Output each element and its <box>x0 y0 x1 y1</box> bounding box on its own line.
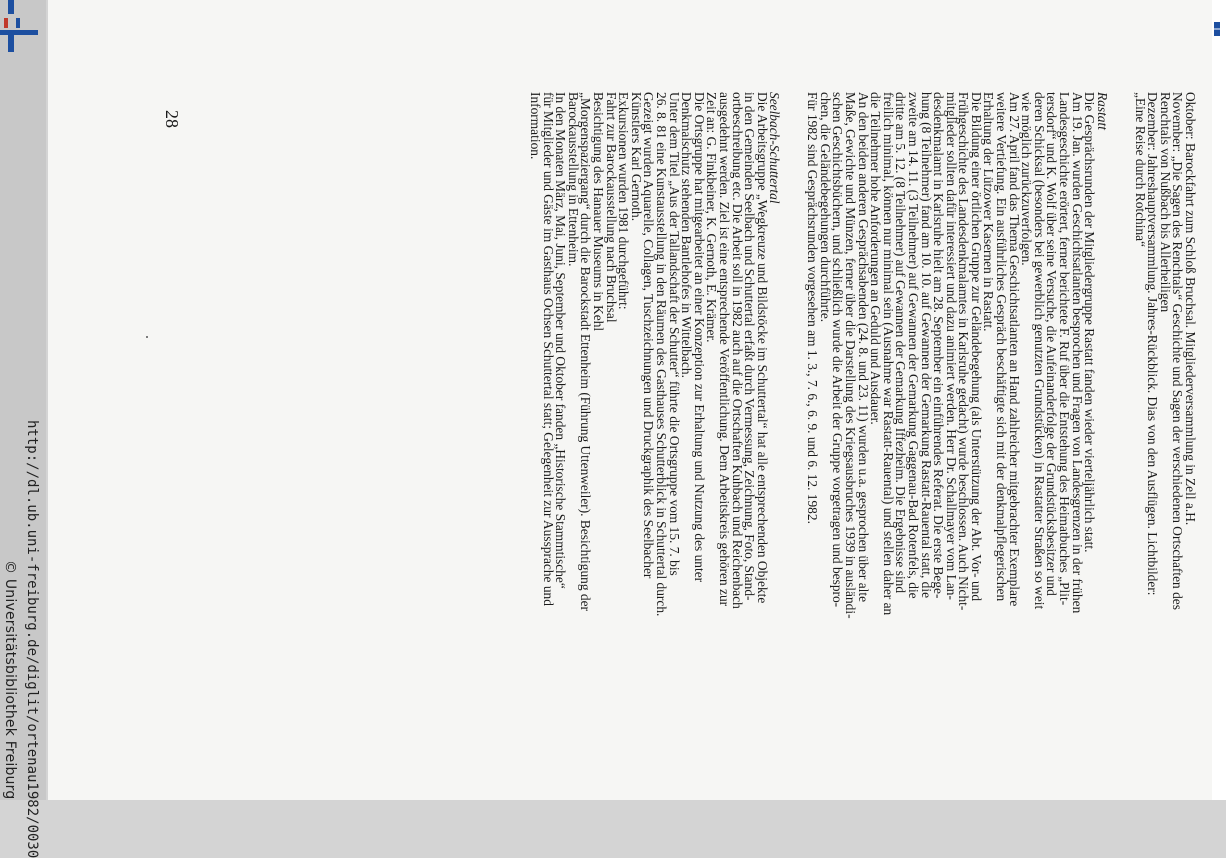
source-url[interactable]: http://dl.ub.uni-freiburg.de/diglit/ortenau1982/0030 <box>24 420 40 858</box>
text-line: Information. <box>528 92 544 160</box>
text-line: Künstlers Karl Gernoth. <box>628 92 644 222</box>
text-line: „Morgenspaziergang“ durch die Barockstadt Ettenheim (Führung Uttenweiler). Besichtigung der <box>578 92 594 611</box>
text-line: Die Gesprächsrunden der Mitgliedergruppe Rastatt fanden wieder vierteljährlich statt. <box>1082 92 1098 553</box>
text-line: wie möglich zurückzuverfolgen. <box>1019 92 1035 266</box>
text-line: November: „Die Sagen des Renchtals“ Geschichte und Sagen der verschiedenen Ortschaften des <box>1170 92 1186 610</box>
text-line: ortbeschreibung etc. Die Arbeit soll in 1982 auch auf die Ortschaften Kuhbach und Reichenbach <box>729 92 745 609</box>
text-line: Renchtals von Nußbach bis Allerheiligen <box>1157 92 1173 313</box>
text-line: Denkmalschutz stehenden Bantlehofes in Wittelbach. <box>679 92 695 378</box>
text-line: dritte am 5. 12. (8 Teilnehmer) auf Gewannen der Gemarkung Iffezheim. Die Ergebnisse sind <box>893 92 909 594</box>
text-line: desdenkmalamt in Karlsruhe hielt am 28. September ein einführendes Referat. Die erste Bege- <box>931 92 947 599</box>
viewer-right-edge <box>1212 0 1226 800</box>
text-line: freilich minimal, können nur minimal sein (Ausnahme war Rastatt-Rauental) und stellen daher an <box>880 92 896 616</box>
rastatt-section <box>806 92 1096 792</box>
text-line: Unter dem Titel „Aus der Tallandschaft der Schutter“ führte die Ortsgruppe vom 15. 7. bis <box>666 92 682 576</box>
text-line: chen, die Geländebegehungen durchführte. <box>817 92 833 323</box>
text-line: weitere Vertiefung. Ein ausführliches Gespräch beschäftigte sich mit der denkmalpflegerischen <box>994 92 1010 602</box>
text-line: Erhaltung der Lützower Kasernen in Rastatt. <box>981 92 997 332</box>
text-line: Fahrt zur Barockausstellung nach Bruchsal <box>603 92 619 323</box>
text-line: ausgedehnt werden. Ziel ist eine entsprechende Veröffentlichung. Dem Arbeitskreis gehören zur <box>717 92 733 607</box>
page-number: 28 <box>162 110 182 128</box>
text-line: „Eine Reise durch Rotchina“ <box>1132 92 1148 248</box>
text-line: zweite am 14. 11. (3 Teilnehmer) auf Gewannen der Gemarkung Gaggenau-Bad Rotenfels, die <box>905 92 921 599</box>
text-line: hung (8 Teilnehmer) fand am 10. 10. auf Gewannen der Gemarkung Rastatt-Rauental statt, die <box>918 92 934 599</box>
speck <box>146 336 148 338</box>
text-line: deren Schicksal (besonders bei gewerblich genutzten Grundstücken) in Rastatter Straßen so weit <box>1031 92 1047 610</box>
text-line: Oktober: Barockfahrt zum Schloß Bruchsal. Mitgliederversammlung in Zell a.H. <box>1183 92 1198 526</box>
text-line: Am 19. Jan. wurden Geschichtsatlanten besprochen und Fragen von Landesgrenzen in der frühen <box>1069 92 1085 614</box>
text-line: schen Geschichtsbüchern, und schließlich wurde die Arbeit der Gruppe vorgetragen und bespro- <box>830 92 846 608</box>
copyright-notice: © Universitätsbibliothek Freiburg <box>2 560 18 800</box>
text-line: die Teilnehmer hohe Anforderungen an Geduld und Ausdauer. <box>868 92 884 425</box>
text-line: Exkursionen wurden 1981 durchgeführt: <box>616 92 632 310</box>
text-line: In den Monaten März, Mai, Juni, September und Oktober fanden „Historische Stammtische“ <box>553 92 569 589</box>
text-line: An den beiden anderen Gesprächsabenden (24. 8. und 23. 11) wurden u.a. gesprochen über alte <box>855 92 871 603</box>
text-line: mitglieder sollten dafür interessiert und dazu animiert werden. Herr Dr. Schallmayer vom Lan- <box>943 92 959 600</box>
text-line: Die Arbeitsgruppe „Wegkreuze und Bildstöcke im Schuttertal“ hat alle entsprechenden Objekte <box>754 92 770 604</box>
text-line: Maße, Gewichte und Münzen, ferner über die Darstellung des Kriegsausbruches 1939 in ausländi- <box>842 92 858 619</box>
text-line: Besichtigung des Hanauer Museums in Kehl <box>591 92 607 332</box>
text-line: 26. 8. 81 eine Kunstausstellung in den Räumen des Gasthauses Schutterblick in Schuttertal durch. <box>654 92 670 617</box>
text-line: Zeit an: G. Finkbeiner, K. Gernoth, E. Krämer. <box>704 92 720 343</box>
intro-section <box>1133 92 1196 792</box>
section-heading-rastatt: Rastatt <box>1094 92 1110 130</box>
text-line: tersdorf“ und K. Wolf über seine Versuche, die Aufeinanderfolge der Grundstücksbesitzer und <box>1044 92 1060 596</box>
text-line: Dezember: Jahreshauptversammlung. Jahres-Rückblick. Dias von den Ausflügen. Lichtbilder: <box>1145 92 1161 596</box>
text-line: Am 27. April fand das Thema Geschichtsatlanten an Hand zahlreicher mitgebrachter Exemplare <box>1006 92 1022 607</box>
page-text-block <box>196 92 1196 792</box>
text-line: Landesgeschichte erörtert, ferner berichtete F. Ruf über die Entstehung des Heimatbuches „Plit- <box>1057 92 1073 606</box>
viewer-sidebar <box>0 0 46 858</box>
document-page <box>48 0 1212 800</box>
text-line: Die Bildung einer örtlichen Gruppe zur Geländebegehung (als Unterstützung der Abt. Vor- und <box>968 92 984 602</box>
edge-marker-icon <box>1214 22 1220 36</box>
section-heading-seelbach: Seelbach-Schuttertal <box>767 92 783 204</box>
text-line: Gezeigt wurden Aquarelle, Collagen, Tuschzeichnungen und Druckgraphik des Seelbacher <box>641 92 657 579</box>
text-line: Für 1982 sind Gesprächsrunden vorgesehen am 1. 3., 7. 6., 6. 9. und 6. 12. 1982. <box>805 92 821 524</box>
text-line: für Mitglieder und Gäste im Gasthaus Ochsen Schuttertal statt; Gelegenheit zur Aussprache und <box>540 92 556 606</box>
text-line: in den Gemeinden Seelbach und Schuttertal erfaßt durch Vermessung, Zeichnung, Foto, Stand- <box>742 92 758 601</box>
text-line: Frühgeschichte des Landesdenkmalamtes in Karlsruhe gedacht) wurde beschlossen. Auch Nicht- <box>956 92 972 611</box>
seelbach-section <box>529 92 768 792</box>
text-line: Barockausstellung in Ettenheim. <box>565 92 581 267</box>
text-line: Die Ortsgruppe hat mitgearbeitet an einer Konzeption zur Erhaltung und Nutzung des unter <box>691 92 707 583</box>
